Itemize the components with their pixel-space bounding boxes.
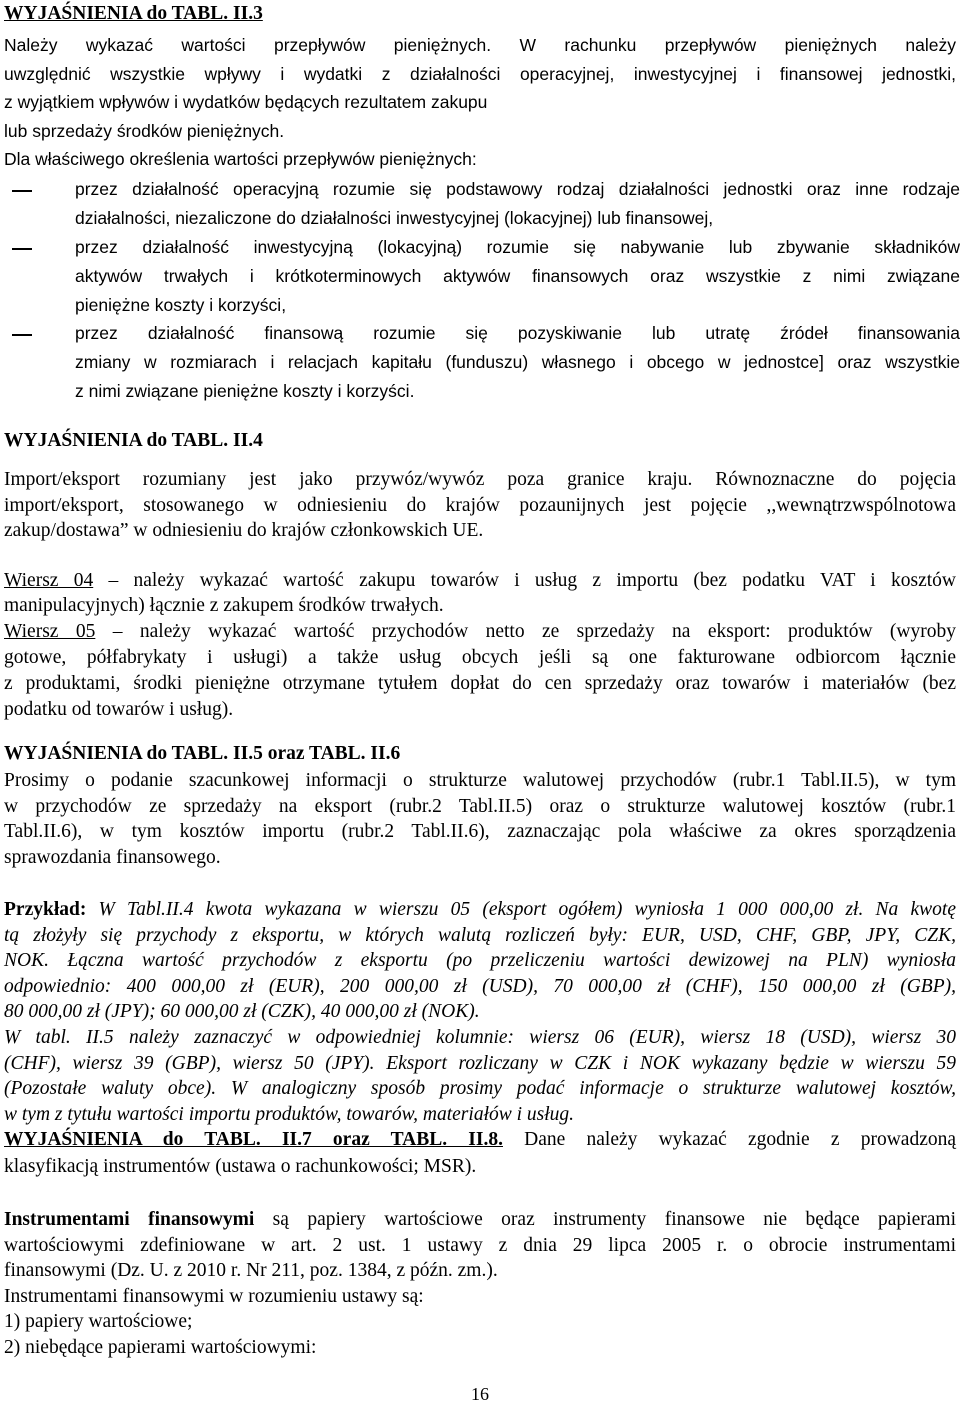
- example-label: Przykład:: [4, 899, 87, 920]
- section-heading-ii5-ii6: WYJAŚNIENIA do TABL. II.5 oraz TABL. II.6: [4, 743, 401, 764]
- wiersz-04-text: Wiersz 04 – należy wykazać wartość zakupu towarów i usług z importu (bez podatku VAT i kosztów manipulacyjnych) łącznie z zakupem środków trwałych.: [4, 570, 956, 616]
- section-heading-ii7-ii8: WYJAŚNIENIA do TABL. II.7 oraz TABL. II.8.: [4, 1129, 503, 1150]
- dash-bullet: [12, 190, 32, 192]
- instruments-term: Instrumentami finansowymi: [4, 1209, 255, 1230]
- instruments-text: Instrumentami finansowymi są papiery wartościowe oraz instrumenty finansowe nie będące papierami wartościowymi zdefiniowane w art. 2 ust. 1 ustawy z dnia 29 lipca 2005 r. o obrocie instrumentami finansowymi (Dz. U. z 2010 r. Nr 211, poz. 1384, z późn. zm.). Instrumentami finansowymi w rozumieniu ustawy są: 1) papiery wartościowe; 2) niebędące papierami wartościowymi:: [4, 1207, 956, 1360]
- section-heading-ii3: WYJAŚNIENIA do TABL. II.3: [4, 3, 263, 24]
- list-item: 2) niebędące papierami wartościowymi:: [4, 1336, 317, 1358]
- section-ii4-text: Import/eksport rozumiany jest jako przywóz/wywóz poza granice kraju. Równoznaczne do pojęcia import/eksport, stosowanego w odniesieniu do krajów pozaunijnych jest pojęcie ,,wewnątrzwspólnotowa zakup/dostawa” w odniesieniu do krajów członkowskich UE.: [4, 469, 956, 541]
- section-ii7-ii8-text: WYJAŚNIENIA do TABL. II.7 oraz TABL. II.8. Dane należy wykazać zgodnie z prowadzoną klasyfikacją instrumentów (ustawa o rachunkowości; MSR).: [4, 1129, 957, 1177]
- list-item: 1) papiery wartościowe;: [4, 1311, 193, 1332]
- page-number: 16: [471, 1384, 489, 1404]
- example-text: Przykład: W Tabl.II.4 kwota wykazana w wierszu 05 (eksport ogółem) wyniosła 1 000 000,00 zł. Na kwotę tą złożyły się przychody z eksportu, w których walutą rozliczeń były: EUR, USD, CHF, GBP, JPY, CZK, NOK. Łączna wartość przychodów z eksportu (po przeliczeniu wartości dewizowej na PLN) wyniosła odpowiednio: 400 000,00 zł (EUR), 200 000,00 zł (USD), 70 000,00 zł (CHF), 150 000,00 zł (GBP), 80 000,00 zł (JPY); 60 000,00 zł (CZK), 40 000,00 zł (NOK). W tabl. II.5 należy zaznaczyć w odpowiedniej kolumnie: wiersz 06 (EUR), wiersz 18 (USD), wiersz 30 (CHF), wiersz 39 (GBP), wiersz 50 (JPY). Eksport rozliczany w CZK i NOK wykazany będzie w wierszu 59 (Pozostałe waluty obce). W analogiczny sposób prosimy podać informacje o strukturze walutowej kosztów, w tym z tytułu wartości importu produktów, towarów, materiałów i usług.: [4, 899, 956, 1125]
- wiersz-05-label: Wiersz 05: [4, 621, 96, 642]
- document-page: WYJAŚNIENIA do TABL. II.3 Należy wykazać wartości przepływów pieniężnych. W rachunku przepływów pieniężnych należy uwzględnić wszystkie wpływy i wydatki z działalności operacyjnej, inwestycyjnej i finansowej jednostki, z wyjątkiem wpływów i wydatków będących rezultatem zakupu lub sprzedaży środków pieniężnych. Dla właściwego określenia wartości przepływów pieniężnych: przez działalność operacyjną rozumie się podstawowy rodzaj działalności jednostki oraz inne rodzaje działalności, niezaliczone do działalności inwestycyjnej (lokacyjnej) lub finansowej, przez działalność inwestycyjną (lokacyjną) rozumie się nabywanie lub zbywanie składników aktywów trwałych i krótkoterminowych aktywów finansowych oraz wszystkie z nimi związane pieniężne koszty i korzyści, przez działalność finansową rozumie się pozyskiwanie lub utratę źródeł finansowania zmiany w rozmiarach i relacjach kapitału (funduszu) własnego i obcego w jednostce] oraz wszystkie z nimi związane pieniężne koszty i korzyści. WYJAŚNIENIA do TABL. II.4 Import/eksport rozumiany jest jako przywóz/wywóz poza granice kraju. Równoznaczne do pojęcia import/eksport, stosowanego w odniesieniu do krajów pozaunijnych jest pojęcie ,,wewnątrzwspólnotowa zakup/dostawa” w odniesieniu do krajów członkowskich UE. Wiersz 04 – należy wykazać wartość zakupu towarów i usług z importu (bez podatku VAT i kosztów manipulacyjnych) łącznie z zakupem środków trwałych. Wiersz 05 – należy wykazać wartość przychodów netto ze sprzedaży na eksport: produktów (wyroby gotowe, półfabrykaty i usługi) a także usług obcych jeśli są one fakturowane odbiorcom łącznie z produktami, środki pieniężne otrzymane tytułem dopłat do cen sprzedaży oraz towarów i materiałów (bez podatku od towarów i usług). WYJAŚNIENIA do TABL. II.5 oraz TABL. II.6 Prosimy o podanie szacunkowej informacji o strukturze walutowej przychodów (rubr.1 Tabl.II.5), w tym w przychodów ze sprzedaży na eksport (rubr.2 Tabl.II.5) oraz o strukturze walutowej kosztów (rubr.1 Tabl.II.6), w tym kosztów importu (rubr.2 Tabl.II.6), zaznaczając pola właściwe za okres sporządzenia sprawozdania finansowego. Przykład: W Tabl.II.4 kwota wykazana w wierszu 05 (eksport ogółem) wyniosła 1 000 000,00 zł. Na kwotę tą złożyły się przychody z eksportu, w których walutą rozliczeń były: EUR, USD, CHF, GBP, JPY, CZK, NOK. Łączna wartość przychodów z eksportu (po przeliczeniu wartości dewizowej na PLN) wyniosła odpowiednio: 400 000,00 zł (EUR), 200 000,00 zł (USD), 70 000,00 zł (CHF), 150 000,00 zł (GBP), 80 000,00 zł (JPY); 60 000,00 zł (CZK), 40 000,00 zł (NOK). W tabl. II.5 należy zaznaczyć w odpowiedniej kolumnie: wiersz 06 (EUR), wiersz 18 (USD), wiersz 30 (CHF), wiersz 39 (GBP), wiersz 50 (JPY). Eksport rozliczany w CZK i NOK wykazany będzie w wierszu 59 (Pozostałe waluty obce). W analogiczny sposób prosimy podać informacje o strukturze walutowej kosztów, w tym z tytułu wartości importu produktów, towarów, materiałów i usług. WYJAŚNIENIA do TABL. II.7 oraz TABL. II.8. Dane należy wykazać zgodnie z prowadzoną klasyfikacją instrumentów (ustawa o rachunkowości; MSR). Instrumentami finansowymi są papiery wartościowe oraz instrumenty finansowe nie będące papierami wartościowymi zdefiniowane w art. 2 ust. 1 ustawy z dnia 29 lipca 2005 r. o obrocie instrumentami finansowymi (Dz. U. z 2010 r. Nr 211, poz. 1384, z późn. zm.). Instrumentami finansowymi w rozumieniu ustawy są: 1) papiery wartościowe; 2) niebędące papierami wartościowymi: 16: [0, 0, 960, 1406]
- section-ii5-ii6-text: Prosimy o podanie szacunkowej informacji o strukturze walutowej przychodów (rubr.1 Tabl.II.5), w tym w przychodów ze sprzedaży na eksport (rubr.2 Tabl.II.5) oraz o strukturze walutowej kosztów (rubr.1 Tabl.II.6), w tym kosztów importu (rubr.2 Tabl.II.6), zaznaczając pola właściwe za okres sporządzenia sprawozdania finansowego.: [4, 770, 956, 868]
- wiersz-05-text: Wiersz 05 – należy wykazać wartość przychodów netto ze sprzedaży na eksport: produktów (wyroby gotowe, półfabrykaty i usługi) a także usług obcych jeśli są one fakturowane odbiorcom łącznie z produktami, środki pieniężne otrzymane tytułem dopłat do cen sprzedaży oraz towarów i materiałów (bez podatku od towarów i usług).: [4, 621, 956, 720]
- dash-bullet: [12, 334, 32, 336]
- instruments-list-intro: Instrumentami finansowymi w rozumieniu ustawy są:: [4, 1285, 424, 1307]
- section-heading-ii4: WYJAŚNIENIA do TABL. II.4: [4, 430, 263, 451]
- dash-bullet: [12, 248, 32, 250]
- section-ii3-text: Należy wykazać wartości przepływów pieniężnych. W rachunku przepływów pieniężnych należy uwzględnić wszystkie wpływy i wydatki z działalności operacyjnej, inwestycyjnej i finansowej jednostki, z wyjątkiem wpływów i wydatków będących rezultatem zakupu lub sprzedaży środków pieniężnych. Dla właściwego określenia wartości przepływów pieniężnych:: [4, 35, 956, 169]
- wiersz-04-label: Wiersz 04: [4, 570, 94, 591]
